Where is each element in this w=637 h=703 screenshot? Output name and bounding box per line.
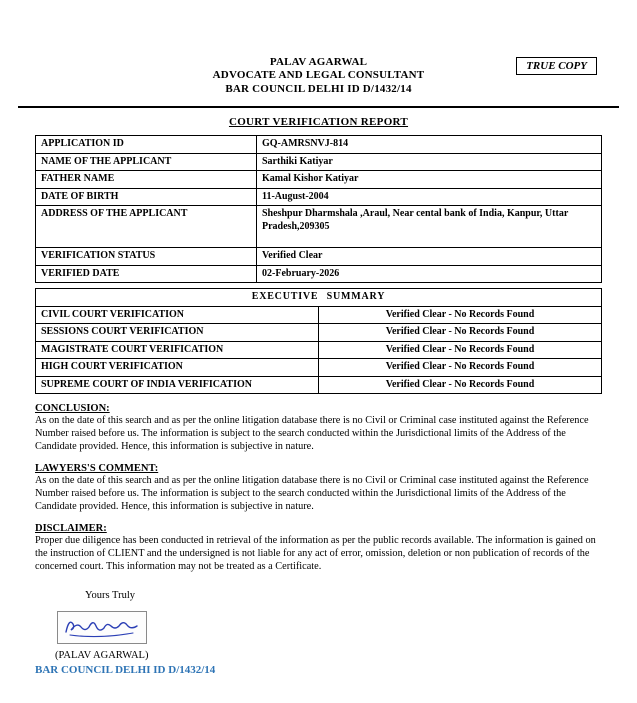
section-body: As on the date of this search and as per the online litigation database there is no Civil or Criminal case instituted against the Reference Number raised before us. The information is subject to the search conducted within the Jurisdictional limits of the Address of the Candidate provided. Hence, this information is subjective in nature. [35,415,589,453]
row-label: DATE OF BIRTH [36,188,257,206]
row-value: Sheshpur Dharmshala ,Araul, Near cental bank of India, Kanpur, Uttar Pradesh,209305 [257,206,602,248]
bar-council-id-header: BAR COUNCIL DELHI ID D/1432/14 [225,82,412,95]
disclaimer-section [35,523,604,574]
header-divider [18,106,619,108]
row-label: VERIFICATION STATUS [36,248,257,266]
row-value: 02-February-2026 [257,265,602,283]
signature-box [57,611,147,644]
section-body: As on the date of this search and as per the online litigation database there is no Civil or Criminal case instituted against the Reference Number raised before us. The information is subject to the search conducted within the Jurisdictional limits of the Address of the Candidate provided. Hence, this information is subjective in nature. [35,475,589,513]
conclusion-section [35,403,604,454]
row-label: MAGISTRATE COURT VERIFICATION [36,341,319,359]
table-row [36,136,602,154]
table-row [36,188,602,206]
row-value: 11-August-2004 [257,188,602,206]
table-row [36,376,602,394]
row-value: Kamal Kishor Katiyar [257,171,602,189]
row-label: ADDRESS OF THE APPLICANT [36,206,257,248]
table-row [36,265,602,283]
row-value: Verified Clear - No Records Found [319,376,602,394]
row-label: CIVIL COURT VERIFICATION [36,306,319,324]
executive-summary-title: EXECUTIVE SUMMARY [36,289,602,307]
applicant-details-table [35,135,602,283]
section-heading: CONCLUSION: [35,403,110,415]
report-title: COURT VERIFICATION REPORT [228,116,409,129]
row-value: GQ-AMRSNVJ-814 [257,136,602,154]
row-label: SUPREME COURT OF INDIA VERIFICATION [36,376,319,394]
true-copy-stamp: TRUE COPY [516,57,597,75]
row-label: FATHER NAME [36,171,257,189]
lawyers-comment-section [35,463,604,514]
table-row [36,206,602,248]
section-heading: LAWYERS'S COMMENT: [35,463,159,475]
table-row [36,324,602,342]
table-row [36,306,602,324]
bar-council-id-footer: BAR COUNCIL DELHI ID D/1432/14 [35,663,216,676]
report-sections [35,403,604,574]
signature-icon [61,614,143,640]
row-label: HIGH COURT VERIFICATION [36,359,319,377]
row-label: SESSIONS COURT VERIFICATION [36,324,319,342]
signatory-name: (PALAV AGARWAL) [55,649,149,661]
row-value: Verified Clear - No Records Found [319,341,602,359]
executive-summary-table [35,288,602,394]
row-value: Verified Clear - No Records Found [319,359,602,377]
row-label: VERIFIED DATE [36,265,257,283]
row-label: NAME OF THE APPLICANT [36,153,257,171]
advocate-role: ADVOCATE AND LEGAL CONSULTANT [212,69,425,82]
table-row [36,359,602,377]
closing-salutation: Yours Truly [85,589,136,601]
table-row [36,171,602,189]
table-row [36,341,602,359]
section-heading: DISCLAIMER: [35,523,107,535]
row-value: Verified Clear - No Records Found [319,306,602,324]
row-label: APPLICATION ID [36,136,257,154]
row-value: Verified Clear - No Records Found [319,324,602,342]
row-value: Verified Clear [257,248,602,266]
table-header-row [36,289,602,307]
row-value: Sarthiki Katiyar [257,153,602,171]
advocate-name: PALAV AGARWAL [269,56,368,68]
letterhead [0,0,637,96]
section-body: Proper due diligence has been conducted in retrieval of the information as per the public records available. The information is gained on the instruction of CLIENT and the undersigned is not liable for any act of error, omission, deletion or non publication of records of the concerned court. This information may not be treated as a Certificate. [35,535,596,572]
table-row [36,153,602,171]
table-row [36,248,602,266]
